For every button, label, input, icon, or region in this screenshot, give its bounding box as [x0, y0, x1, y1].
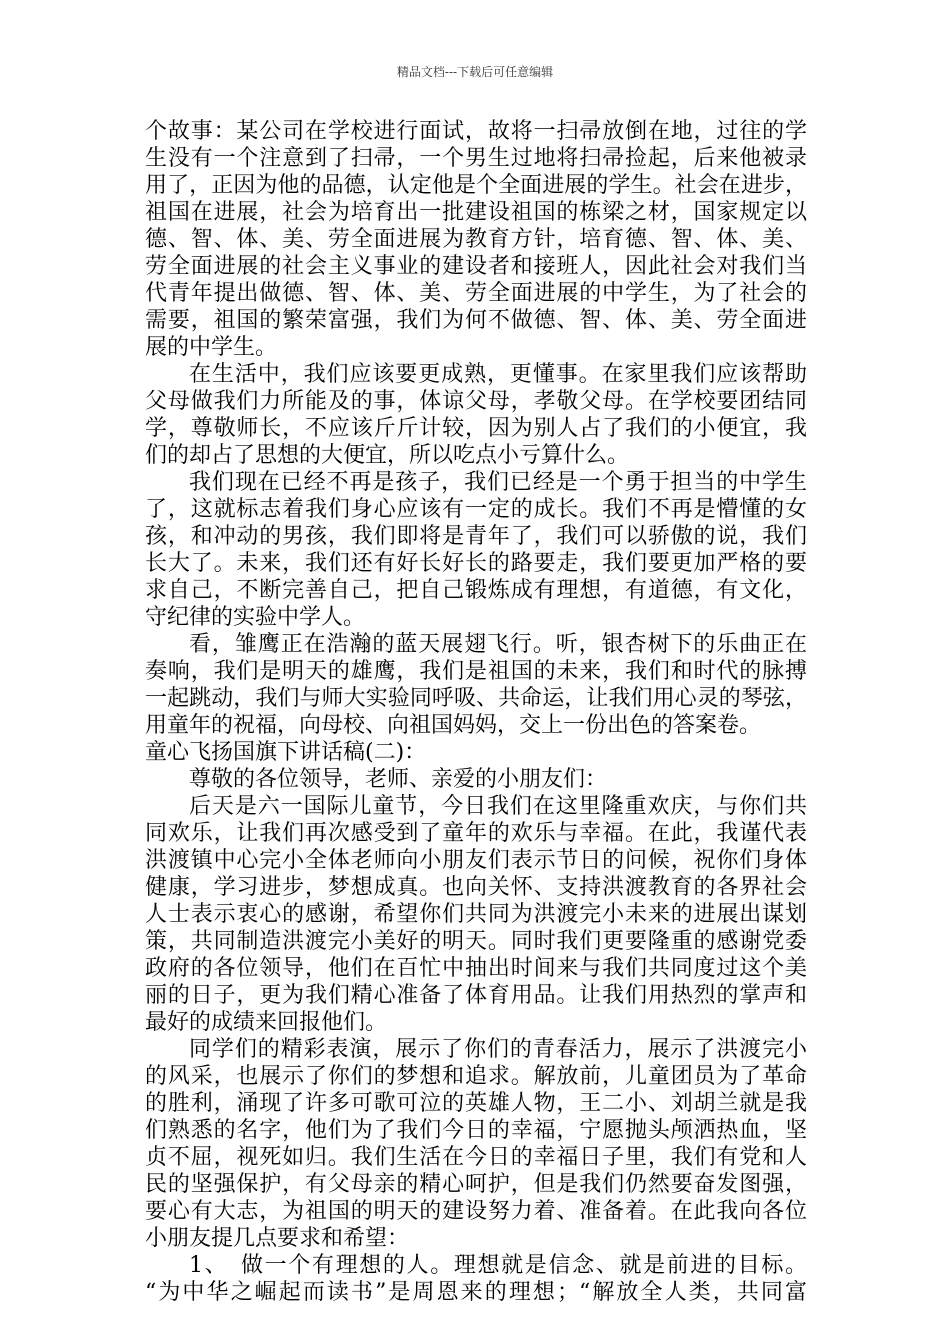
text-line: 守纪律的实验中学人。 — [145, 605, 366, 630]
text-line: 长大了。未来，我们还有好长好长的路要走，我们要更加严格的要 — [145, 551, 807, 576]
text-line: 祖国在进展，社会为培育出一批建设祖国的栋梁之材，国家规定以 — [145, 200, 807, 225]
text-line: 用童年的祝福，向母校、向祖国妈妈，交上一份出色的答案卷。 — [145, 713, 762, 738]
text-line: 小朋友提几点要求和希望： — [145, 1226, 410, 1251]
text-line: 父母做我们力所能及的事，体谅父母，孝敬父母。在学校要团结同 — [145, 389, 807, 414]
text-line: 在生活中，我们应该要更成熟，更懂事。在家里我们应该帮助 — [189, 362, 807, 387]
text-line: 生没有一个注意到了扫帚，一个男生过地将扫帚捡起，后来他被录 — [145, 146, 807, 171]
text-line: 学，尊敬师长，不应该斤斤计较，因为别人占了我们的小便宜，我 — [145, 416, 807, 441]
text-line: 的风采，也展示了你们的梦想和追求。解放前，儿童团员为了革命 — [145, 1064, 807, 1089]
text-line: 的胜利，涌现了许多可歌可泣的英雄人物，王二小、刘胡兰就是我 — [145, 1091, 807, 1116]
text-line: 同学们的精彩表演，展示了你们的青春活力，展示了洪渡完小 — [189, 1037, 807, 1062]
text-line: 一起跳动，我们与师大实验同呼吸、共命运，让我们用心灵的琴弦， — [145, 686, 807, 711]
text-line: 劳全面进展的社会主义事业的建设者和接班人，因此社会对我们当 — [145, 254, 807, 279]
text-line: 后天是六一国际儿童节，今日我们在这里隆重欢庆，与你们共 — [189, 794, 807, 819]
text-line: 策，共同制造洪渡完小美好的明天。同时我们更要隆重的感谢党委 — [145, 929, 807, 954]
text-line: 了，这就标志着我们身心应该有一定的成长。我们不再是懵懂的女 — [145, 497, 807, 522]
text-line: 们熟悉的名字，他们为了我们今日的幸福，宁愿抛头颅洒热血，坚 — [145, 1118, 807, 1143]
text-line: 民的坚强保护，有父母亲的精心呵护，但是我们仍然要奋发图强， — [145, 1172, 807, 1197]
text-line: 们的却占了思想的大便宜，所以吃点小亏算什么。 — [145, 443, 630, 468]
text-line: 同欢乐，让我们再次感受到了童年的欢乐与幸福。在此，我谨代表 — [145, 821, 807, 846]
text-line: “为中华之崛起而读书”是周恩来的理想；“解放全人类，共同富 — [145, 1280, 807, 1305]
text-line: 人士表示衷心的感谢，希望你们共同为洪渡完小未来的进展出谋划 — [145, 902, 807, 927]
text-line: 丽的日子，更为我们精心准备了体育用品。让我们用热烈的掌声和 — [145, 983, 807, 1008]
text-line: 看，雏鹰正在浩瀚的蓝天展翅飞行。听，银杏树下的乐曲正在 — [189, 632, 807, 657]
text-line: 贞不屈，视死如归。我们生活在今日的幸福日子里，我们有党和人 — [145, 1145, 807, 1170]
text-line: 要心有大志，为祖国的明天的建设努力着、准备着。在此我向各位 — [145, 1199, 807, 1224]
text-line: 奏响，我们是明天的雄鹰，我们是祖国的未来，我们和时代的脉搏 — [145, 659, 807, 684]
text-line: 尊敬的各位领导，老师、亲爱的小朋友们： — [189, 767, 608, 792]
text-line: 求自己，不断完善自己，把自己锻炼成有理想，有道德，有文化， — [145, 578, 807, 603]
text-line: 代青年提出做德、智、体、美、劳全面进展的中学生，为了社会的 — [145, 281, 807, 306]
text-line: 个故事：某公司在学校进行面试，故将一扫帚放倒在地，过往的学 — [145, 119, 807, 144]
text-line: 最好的成绩来回报他们。 — [145, 1010, 388, 1035]
text-line: 1、 做一个有理想的人。理想就是信念、就是前进的目标。 — [189, 1253, 807, 1278]
page-header: 精品文档---下载后可任意编辑 — [396, 65, 554, 79]
document-body — [145, 118, 807, 1306]
text-line: 洪渡镇中心完小全体老师向小朋友们表示节日的问候，祝你们身体 — [145, 848, 807, 873]
text-line: 德、智、体、美、劳全面进展为教育方针，培育德、智、体、美、 — [145, 227, 807, 252]
text-line: 政府的各位领导，他们在百忙中抽出时间来与我们共同度过这个美 — [145, 956, 807, 981]
text-line: 健康，学习进步，梦想成真。也向关怀、支持洪渡教育的各界社会 — [145, 875, 807, 900]
text-line: 展的中学生。 — [145, 335, 278, 360]
text-line: 童心飞扬国旗下讲话稿(二)： — [145, 740, 427, 765]
text-line: 我们现在已经不再是孩子，我们已经是一个勇于担当的中学生 — [189, 470, 807, 495]
text-line: 需要，祖国的繁荣富强，我们为何不做德、智、体、美、劳全面进 — [145, 308, 807, 333]
text-line: 孩，和冲动的男孩，我们即将是青年了，我们可以骄傲的说，我们 — [145, 524, 807, 549]
text-line: 用了，正因为他的品德，认定他是个全面进展的学生。社会在进步， — [145, 173, 807, 198]
